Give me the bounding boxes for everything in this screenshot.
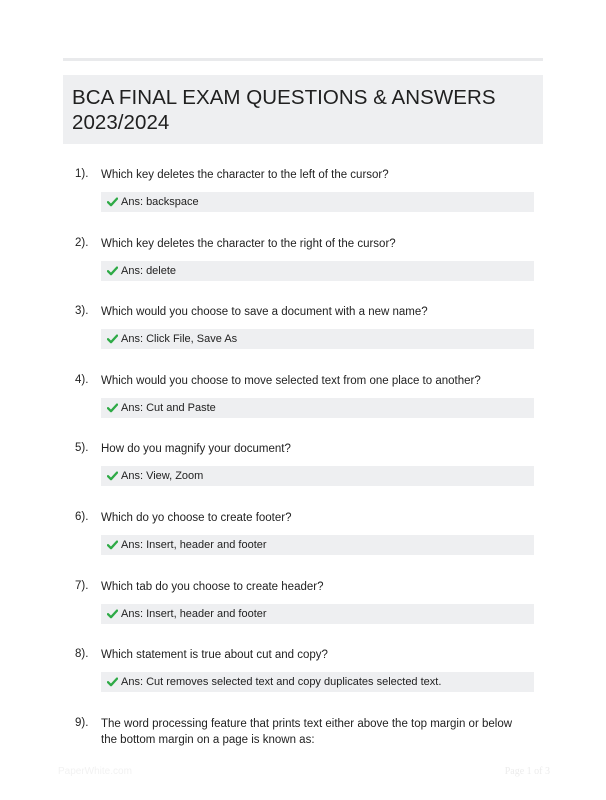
check-icon bbox=[107, 403, 118, 413]
answer-box bbox=[101, 672, 534, 692]
answer-box bbox=[101, 466, 534, 486]
answer-box bbox=[101, 192, 534, 212]
question-text: Which do yo choose to create footer? bbox=[101, 511, 292, 524]
question-item-4 bbox=[63, 373, 543, 442]
question-number: 2). bbox=[75, 236, 89, 249]
check-icon bbox=[107, 334, 118, 344]
answer-text: Ans: Insert, header and footer bbox=[121, 607, 267, 620]
answer-text: Ans: Cut removes selected text and copy duplicates selected text. bbox=[121, 676, 442, 689]
title-banner bbox=[63, 75, 543, 144]
answer-box bbox=[101, 329, 534, 349]
question-number: 4). bbox=[75, 373, 89, 386]
check-icon bbox=[107, 266, 118, 276]
question-number: 5). bbox=[75, 442, 89, 455]
question-text: Which key deletes the character to the right of the cursor? bbox=[101, 237, 396, 250]
question-text: Which would you choose to save a document with a new name? bbox=[101, 306, 428, 319]
question-item-2 bbox=[63, 236, 543, 305]
question-item-7 bbox=[63, 579, 543, 648]
answer-text: Ans: Click File, Save As bbox=[121, 333, 238, 346]
top-divider bbox=[63, 58, 543, 61]
question-text: How do you magnify your document? bbox=[101, 443, 291, 456]
answer-text: Ans: delete bbox=[121, 264, 177, 277]
question-text: Which tab do you choose to create header? bbox=[101, 580, 324, 593]
question-text: Which statement is true about cut and copy? bbox=[101, 649, 328, 662]
question-number: 6). bbox=[75, 510, 89, 523]
question-item-5 bbox=[63, 441, 543, 510]
answer-text: Ans: View, Zoom bbox=[121, 470, 204, 483]
question-list bbox=[63, 167, 543, 776]
answer-text: Ans: Cut and Paste bbox=[121, 401, 216, 414]
question-item-1 bbox=[63, 167, 543, 236]
page-title-line-2: 2023/2024 bbox=[72, 111, 170, 134]
question-text: Which would you choose to move selected text from one place to another? bbox=[101, 374, 481, 387]
page-title-line-1: BCA FINAL EXAM QUESTIONS & ANSWERS bbox=[72, 86, 496, 109]
question-text: Which key deletes the character to the left of the cursor? bbox=[101, 169, 389, 181]
question-text: The word processing feature that prints text either above the top margin or below the bottom margin on a page is known as: bbox=[101, 717, 513, 747]
answer-box bbox=[101, 261, 534, 281]
question-item-8 bbox=[63, 647, 543, 716]
answer-box bbox=[101, 398, 534, 418]
check-icon bbox=[107, 540, 118, 550]
question-item-6 bbox=[63, 510, 543, 579]
check-icon bbox=[107, 609, 118, 619]
question-number: 3). bbox=[75, 305, 89, 318]
check-icon bbox=[107, 471, 118, 481]
footer-watermark: PaperWhite.com bbox=[58, 766, 132, 777]
question-number: 1). bbox=[75, 168, 89, 180]
question-number: 7). bbox=[75, 579, 89, 592]
check-icon bbox=[107, 677, 118, 687]
answer-text: Ans: backspace bbox=[121, 196, 199, 208]
answer-text: Ans: Insert, header and footer bbox=[121, 538, 267, 551]
question-number: 8). bbox=[75, 648, 89, 661]
question-item-3 bbox=[63, 304, 543, 373]
answer-box bbox=[101, 604, 534, 624]
answer-box bbox=[101, 535, 534, 555]
page-indicator: Page 1 of 3 bbox=[504, 766, 550, 777]
question-number: 9). bbox=[75, 716, 89, 729]
question-item-9 bbox=[63, 716, 543, 776]
check-icon bbox=[107, 197, 118, 207]
